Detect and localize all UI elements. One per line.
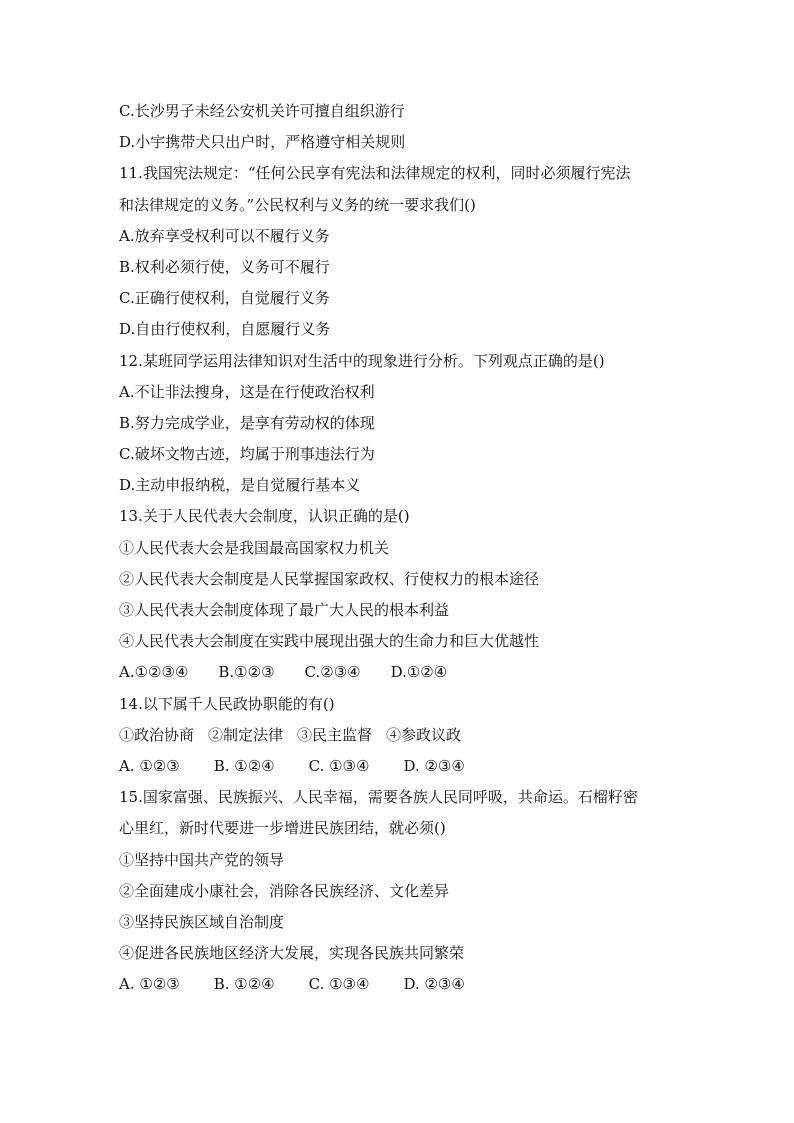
q14-statement-4: ④参政议政 [386, 725, 462, 744]
q14-choices [119, 751, 699, 782]
q15-choice-d: D. ②③④ [403, 975, 465, 994]
q13-choice-b: B.①②③ [218, 663, 275, 682]
q11-option-c: C.正确行使权利，自觉履行义务 [119, 289, 330, 308]
q14-statement-2: ②制定法律 [208, 725, 284, 744]
q11-option-d: D.自由行使权利，自愿履行义务 [119, 320, 331, 339]
q14-statements [119, 720, 699, 751]
q15-choice-b: B. ①②④ [213, 975, 275, 994]
q14-choice-b: B. ①②④ [213, 756, 275, 775]
q13-choice-d: D.①②④ [390, 663, 448, 682]
q13-statement-3: ③人民代表大会制度体现了最广大人民的根本利益 [119, 601, 450, 619]
q13-choice-a: A.①②③④ [119, 663, 189, 682]
q12-stem: 12.某班同学运用法律知识对生活中的现象进行分析。下列观点正确的是() [119, 351, 605, 370]
q10-option-d: D.小宇携带犬只出户时，严格遵守相关规则 [119, 133, 406, 152]
q11-option-b: B.权利必须行使，义务可不履行 [119, 257, 330, 276]
q15-choice-c: C. ①③④ [308, 975, 370, 994]
q14-choice-c: C. ①③④ [308, 756, 370, 775]
q11-stem-line-1: 11.我国宪法规定：“任何公民享有宪法和法律规定的权利，同时必须履行宪法 [119, 164, 631, 183]
q13-choice-c: C.②③④ [304, 663, 361, 682]
q15-statement-3: ③坚持民族区域自治制度 [119, 912, 285, 931]
q14-choice-d: D. ②③④ [403, 756, 465, 775]
q14-stem: 14.以下属千人民政协职能的有() [119, 694, 335, 713]
q13-statement-2: ②人民代表大会制度是人民掌握国家政权、行使权力的根本途径 [119, 569, 540, 588]
question-list [119, 96, 699, 1000]
q15-choices [119, 969, 699, 1000]
q13-stem: 13.关于人民代表大会制度，认识正确的是() [119, 507, 410, 526]
q15-stem-line-1: 15.国家富强、民族振兴、人民幸福，需要各族人民同呼吸，共命运。石榴籽密 [119, 788, 638, 807]
q15-statement-1: ①坚持中国共产党的领导 [119, 850, 285, 869]
q13-statement-4: ④人民代表大会制度在实践中展现出强大的生命力和巨大优越性 [119, 632, 540, 651]
q12-option-a: A.不让非法搜身，这是在行使政治权利 [119, 382, 375, 401]
q11-stem-line-2: 和法律规定的义务。”公民权利与义务的统一要求我们() [119, 195, 476, 214]
q14-statement-1: ①政治协商 [119, 725, 195, 744]
q12-option-c: C.破坏文物古迹，均属于刑事违法行为 [119, 445, 375, 464]
q15-stem-line-2: 心里红，新时代要进一步增进民族团结，就必须() [119, 819, 446, 838]
q12-option-d: D.主动申报纳税，是自觉履行基本义 [119, 476, 361, 495]
q15-statement-4: ④促进各民族地区经济大发展，实现各民族共同繁荣 [119, 944, 465, 963]
q15-choice-a: A. ①②③ [119, 975, 180, 994]
q13-choices [119, 657, 699, 688]
q10-option-c: C.长沙男子未经公安机关许可擅自组织游行 [119, 102, 405, 120]
q12-option-b: B.努力完成学业，是享有劳动权的体现 [119, 413, 375, 432]
q15-statement-2: ②全面建成小康社会，消除各民族经济、文化差异 [119, 881, 450, 900]
q14-choice-a: A. ①②③ [119, 756, 180, 775]
q13-statement-1: ①人民代表大会是我国最高国家权力机关 [119, 538, 390, 557]
q14-statement-3: ③民主监督 [297, 725, 373, 744]
q11-option-a: A.放弃享受权利可以不履行义务 [119, 226, 330, 245]
